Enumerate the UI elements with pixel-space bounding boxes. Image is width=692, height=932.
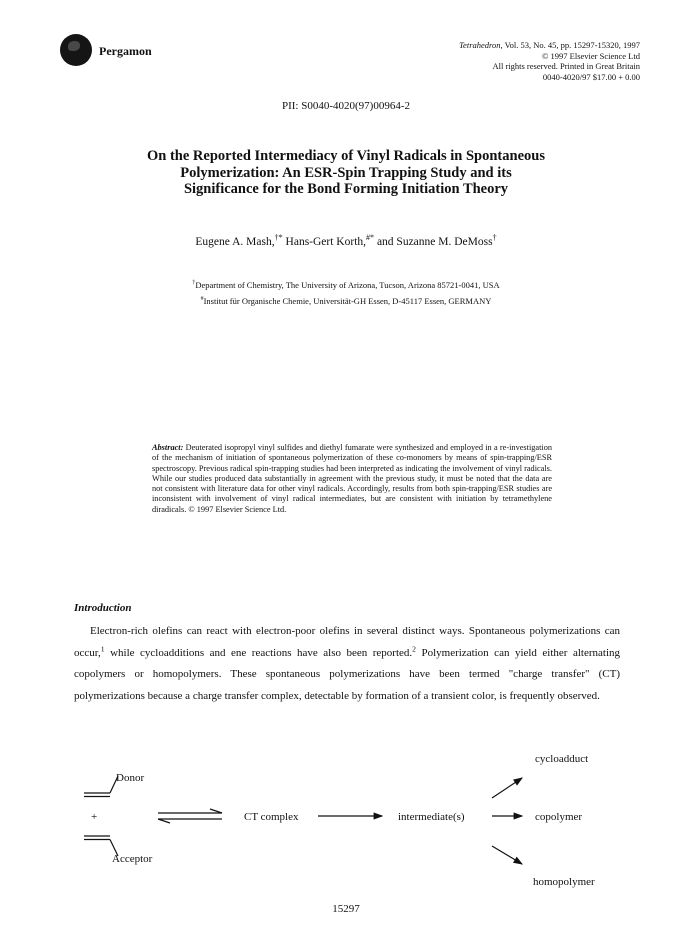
copyright-line: © 1997 Elsevier Science Ltd bbox=[541, 50, 640, 61]
acceptor-label: Acceptor bbox=[112, 853, 153, 865]
abstract-label: Abstract: bbox=[152, 443, 184, 452]
title-line: Significance for the Bond Forming Initiation Theory bbox=[183, 181, 509, 197]
author-mark: †* bbox=[274, 233, 283, 243]
intro-text: Electron-rich olefins can react with electron-poor olefins in several distinct ways. Spontaneous polymerizations can occur, bbox=[74, 625, 620, 659]
author-list bbox=[0, 233, 692, 248]
journal-info bbox=[459, 40, 640, 82]
intro-paragraph bbox=[74, 621, 620, 707]
donor-olefin bbox=[84, 776, 118, 797]
author-mark: #* bbox=[366, 233, 375, 243]
homopolymer-label: homopolymer bbox=[533, 876, 595, 888]
author-mark: † bbox=[492, 233, 497, 243]
equilibrium-arrow bbox=[158, 809, 222, 823]
affiliation-line bbox=[0, 293, 692, 309]
author-name: Eugene A. Mash, bbox=[195, 236, 275, 248]
reaction-arrow bbox=[492, 846, 522, 864]
affiliation-line bbox=[0, 277, 692, 293]
intro-text: while cycloadditions and ene reactions have also been reported. bbox=[104, 646, 413, 659]
reference-mark: 1 bbox=[100, 643, 105, 653]
affiliation-text: Department of Chemistry, The University of Arizona, Tucson, Arizona 85721-0041, USA bbox=[195, 280, 500, 290]
abstract bbox=[152, 443, 552, 515]
pii-code: PII: S0040-4020(97)00964-2 bbox=[281, 100, 411, 112]
section-heading: Introduction bbox=[74, 602, 132, 614]
pergamon-logo bbox=[60, 34, 92, 66]
publisher-name: Pergamon bbox=[99, 44, 152, 58]
paper-title bbox=[60, 148, 632, 198]
reaction-scheme bbox=[0, 740, 692, 900]
affiliation-mark: # bbox=[200, 296, 204, 303]
intermediates-label: intermediate(s) bbox=[398, 811, 465, 823]
price-code: 0040-4020/97 $17.00 + 0.00 bbox=[542, 71, 640, 82]
journal-name: Tetrahedron, bbox=[459, 40, 503, 50]
author-name: Hans-Gert Korth, bbox=[282, 236, 367, 248]
copolymer-label: copolymer bbox=[535, 811, 583, 823]
intro-text: Polymerization can yield either alternating copolymers or homopolymers. These spontaneous polymerizations have been termed "charge transfer" (CT) polymerizations because a charge transfer complex, detectable by formation of a transient color, is frequently observed. bbox=[74, 646, 620, 702]
cycloadduct-label: cycloadduct bbox=[535, 753, 589, 765]
rights-line: All rights reserved. Printed in Great Britain bbox=[492, 61, 640, 71]
plus-sign: + bbox=[91, 811, 98, 823]
reference-mark: 2 bbox=[412, 643, 416, 653]
abstract-text: Deuterated isopropyl vinyl sulfides and diethyl fumarate were synthesized and employed in a re-investigation of the mechanism of initiation of spontaneous polymerization of these co-monomers by means of spin-trapping/ESR spectroscopy. Previous radical spin-trapping studies had been interpreted as indicating the involvement of vinyl radicals. While our studies produced data substantially in agreement with the previous study, it must be noted that the data are not consistent with literature data for other vinyl radicals. Accordingly, results from both spin-trapping/ESR studies are inconsistent with involvement of vinyl radical intermediates, but are consistent with initiation by tetramethylene diradicals. © 1997 Elsevier Science Ltd. bbox=[152, 443, 552, 514]
author-name: and Suzanne M. DeMoss bbox=[374, 236, 493, 248]
page-number: 15297 bbox=[332, 903, 360, 915]
journal-citation: Vol. 53, No. 45, pp. 15297-15320, 1997 bbox=[502, 40, 640, 50]
affiliations bbox=[0, 277, 692, 309]
title-line: On the Reported Intermediacy of Vinyl Radicals in Spontaneous bbox=[147, 148, 545, 164]
reaction-arrow bbox=[492, 778, 522, 798]
affiliation-text: Institut für Organische Chemie, Universität-GH Essen, D-45117 Essen, GERMANY bbox=[203, 296, 492, 306]
donor-label: Donor bbox=[116, 772, 145, 784]
affiliation-mark: † bbox=[192, 280, 196, 287]
title-line: Polymerization: An ESR-Spin Trapping Study and its bbox=[180, 164, 512, 181]
ct-complex-label: CT complex bbox=[244, 811, 299, 823]
